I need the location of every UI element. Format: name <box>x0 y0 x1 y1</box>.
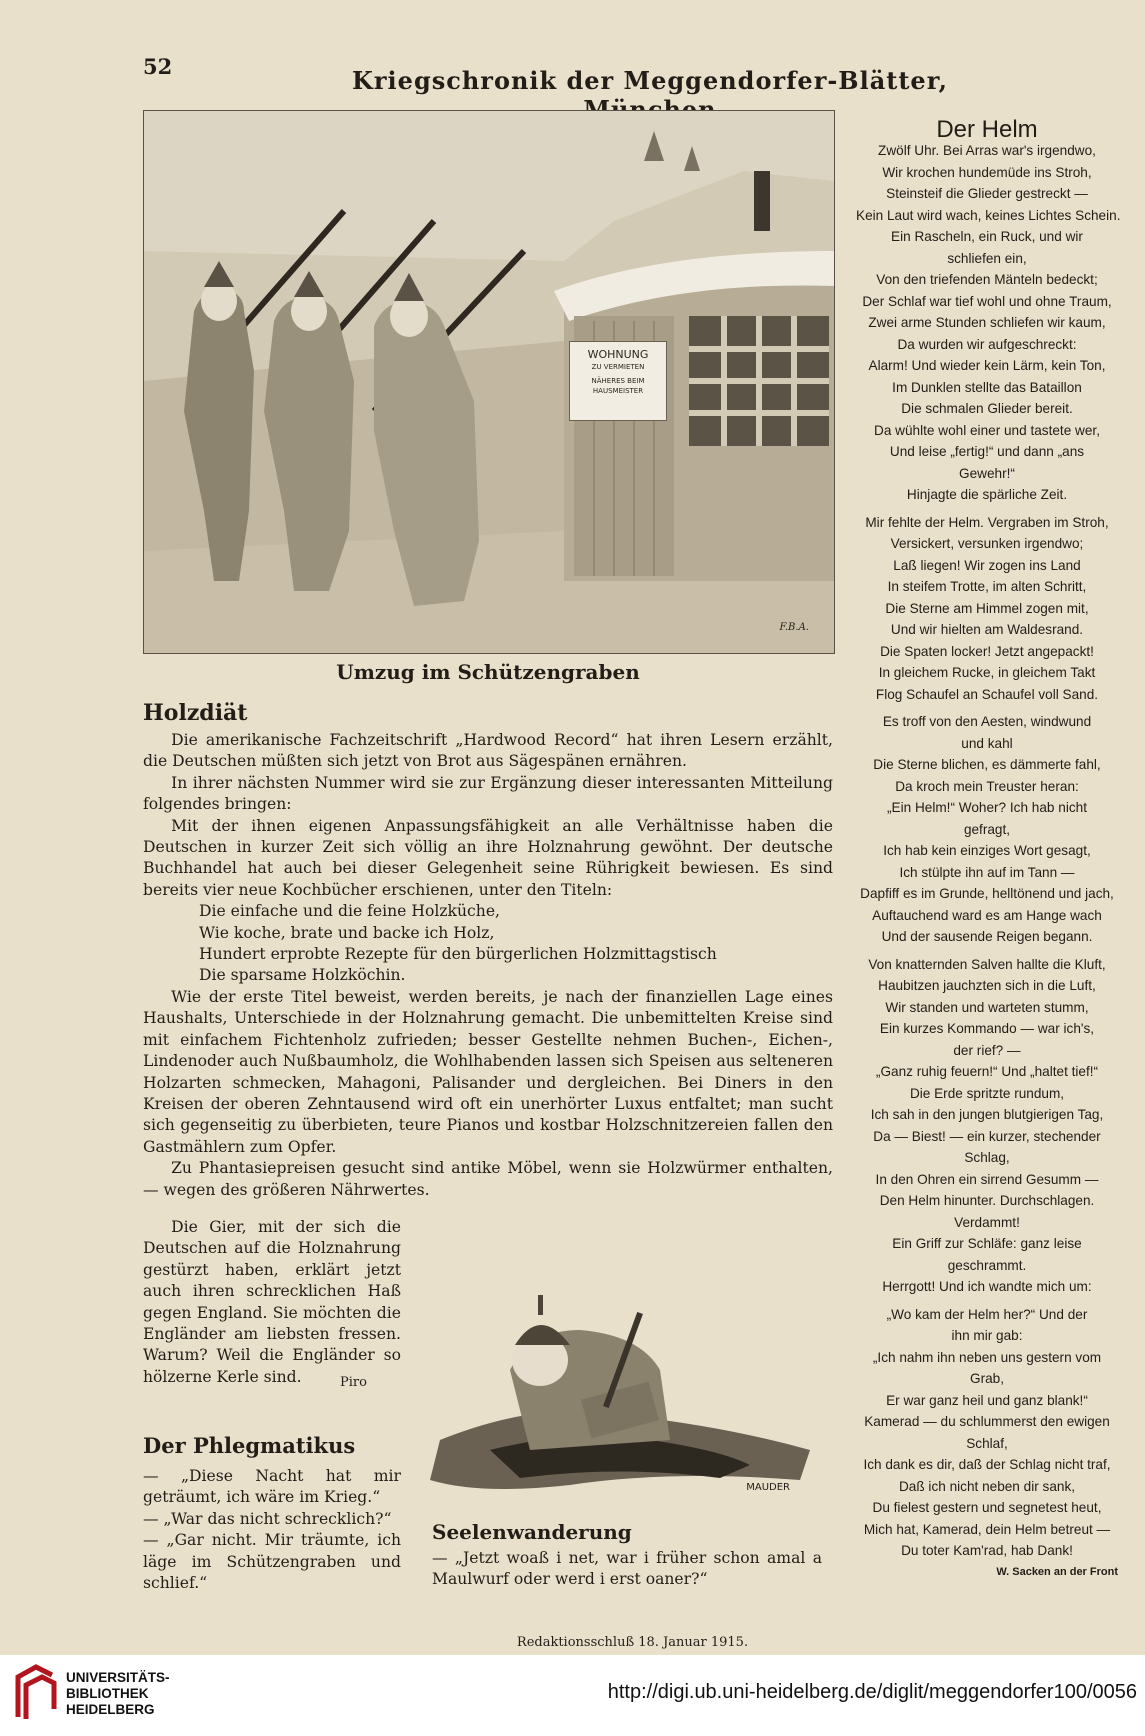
poem-line: Der Schlaf war tief wohl und ohne Traum, <box>862 293 1112 309</box>
room-for-rent-sign <box>569 341 667 421</box>
poem-line: Ein kurzes Kommando — war ich's, <box>879 1021 1095 1036</box>
dialogue-line: — „War das nicht schrecklich?“ <box>143 1509 392 1528</box>
poem-line: Zwölf Uhr. Bei Arras war's irgendwo, <box>878 143 1096 158</box>
poem-line: Flog Schaufel an Schaufel voll Sand. <box>875 686 1099 702</box>
poem-line: Er war ganz heil und ganz blank!“ <box>886 1392 1088 1408</box>
seelenwanderung-text <box>432 1548 822 1591</box>
poem-line: Haubitzen jauchzten sich in die Luft, <box>878 978 1096 993</box>
cookbook-title: Hundert erprobte Rezepte für den bürgerlichen Holzmittagstisch <box>199 945 717 964</box>
poem-line: Wir krochen hundemüde ins Stroh, <box>882 164 1092 180</box>
poem-line: In gleichem Rucke, in gleichem Takt <box>878 665 1096 680</box>
poem-line: Den Helm hinunter. Durchschlagen. <box>879 1193 1095 1208</box>
sign-line: NÄHERES BEIM <box>591 377 645 385</box>
top-illustration-caption: Umzug im Schützengraben <box>336 660 640 684</box>
poem-line: „Ein Helm!“ Woher? Ich hab nicht <box>887 800 1087 815</box>
poem-line: „Wo kam der Helm her?“ Und der <box>886 1306 1088 1322</box>
poem-line: Versickert, versunken irgendwo; <box>890 536 1084 551</box>
article-paragraph: In ihrer nächsten Nummer wird sie zur Ergänzung dieser interessanten Mitteilung folgendes bringen: <box>143 773 833 814</box>
cookbook-title: Die einfache und die feine Holzküche, <box>199 902 501 921</box>
phlegmatikus-title: Der Phlegmatikus <box>143 1433 356 1458</box>
poem-line: Von den triefenden Mänteln bedeckt; <box>876 272 1098 287</box>
poem-line: Die Erde spritzte rundum, <box>909 1085 1065 1101</box>
poem-line: ihn mir gab: <box>951 1328 1023 1343</box>
poem-line: Grab, <box>970 1371 1004 1386</box>
dialogue-line: — „Gar nicht. Mir träumte, ich läge im Schützengraben und schlief.“ <box>143 1531 401 1593</box>
dialogue-line: — „Diese Nacht hat mir geträumt, ich wäre im Krieg.“ <box>143 1467 401 1507</box>
poem-line: Alarm! Und wieder kein Lärm, kein Ton, <box>868 358 1106 373</box>
poem-line: Dapfiff es im Grunde, helltönend und jach, <box>860 886 1114 901</box>
poem-line: Auftauchend ward es am Hange wach <box>872 907 1102 923</box>
poem-line: Daß ich nicht neben dir sank, <box>898 1478 1076 1494</box>
sign-line: WOHNUNG <box>587 348 649 361</box>
poem-line: Die Sterne blichen, es dämmerte fahl, <box>873 757 1101 772</box>
library-name-line: BIBLIOTHEK <box>66 1686 149 1701</box>
poem-line: Gewehr!“ <box>959 465 1015 481</box>
poem-line: Laß liegen! Wir zogen ins Land <box>893 557 1081 573</box>
poem-line: Wir standen und warteten stumm, <box>885 999 1089 1015</box>
poem-line: Da — Biest! — ein kurzer, stechender <box>873 1128 1101 1144</box>
sign-line: HAUSMEISTER <box>592 387 644 395</box>
poem-line: Kamerad — du schlummerst den ewigen <box>864 1414 1110 1429</box>
poem-line: Mich hat, Kamerad, dein Helm betreut — <box>863 1521 1111 1537</box>
poem-line: Ich stülpte ihn auf im Tann — <box>899 864 1075 880</box>
poem-title: Der Helm <box>936 116 1038 143</box>
poem-line: Die schmalen Glieder bereit. <box>901 401 1073 416</box>
poem-line: Da wühlte wohl einer und tastete wer, <box>874 422 1100 438</box>
poem-line: „Ich nahm ihn neben uns gestern vom <box>872 1349 1102 1365</box>
source-url-link[interactable]: http://digi.ub.uni-heidelberg.de/diglit/meggendorfer100/0056 <box>607 1681 1137 1703</box>
poem-line: Hinjagte die spärliche Zeit. <box>906 487 1068 502</box>
poem-line: Mir fehlte der Helm. Vergraben im Stroh, <box>865 514 1109 530</box>
running-title: Kriegschronik der Meggendorfer-Blätter, <box>352 66 948 95</box>
poem-line: Die Sterne am Himmel zogen mit, <box>885 600 1089 616</box>
poem-line: geschrammt. <box>947 1257 1027 1273</box>
phlegmatikus-text <box>143 1466 401 1594</box>
holzdiaet-author: Piro <box>340 1375 367 1390</box>
artist-signature: MAUDER <box>746 1482 790 1493</box>
poem-line: Es troff von den Aesten, windwund <box>882 714 1092 729</box>
poem-line: Schlag, <box>964 1150 1010 1165</box>
poem-line: „Ganz ruhig feuern!“ Und „haltet tief!“ <box>875 1064 1099 1079</box>
poem-line: gefragt, <box>963 821 1011 837</box>
seelenwanderung-title: Seelenwanderung <box>432 1520 632 1544</box>
library-name <box>66 1670 170 1718</box>
poem-line: Ich sah in den jungen blutgierigen Tag, <box>870 1107 1104 1122</box>
poem-line: Und leise „fertig!“ und dann „ans <box>889 444 1085 459</box>
cookbook-title: Wie koche, brate und backe ich Holz, <box>199 923 495 942</box>
poem-line: Ein Rascheln, ein Ruck, und wir <box>891 229 1083 244</box>
poem-line: Von knatternden Salven hallte die Kluft, <box>868 956 1106 972</box>
soldier-digging-illustration <box>420 1250 820 1520</box>
poem-line: Da kroch mein Treuster heran: <box>895 778 1079 794</box>
editorial-deadline: Redaktionsschluß 18. Januar 1915. <box>516 1635 749 1650</box>
poem-author: W. Sacken an der Front <box>996 1565 1118 1578</box>
poem-line: Im Dunklen stellte das Bataillon <box>892 379 1082 395</box>
holzdiaet-article <box>143 730 833 1201</box>
poem-line: Kein Laut wird wach, keines Lichtes Schein. <box>856 207 1121 223</box>
dialogue-line: — „Jetzt woaß i net, war i früher schon amal a Maulwurf oder werd i erst oaner?“ <box>432 1549 822 1589</box>
article-paragraph: Die Gier, mit der sich die Deutschen auf die Holznahrung gestürzt haben, erklärt jetzt auch ihren schrecklichen Haß gegen England. Sie möchten die Engländer am liebsten fressen. Warum? Weil die Engländer so hölzerne Kerle sind. <box>143 1218 401 1386</box>
poem-line: Ich dank es dir, daß der Schlag nicht traf, <box>863 1457 1111 1472</box>
poem-line: In steifem Trotte, im alten Schritt, <box>887 579 1087 594</box>
poem-line: Du fielest gestern und segnetest heut, <box>872 1500 1102 1515</box>
page-number: 52 <box>143 54 173 79</box>
article-paragraph: Die amerikanische Fachzeitschrift „Hardwood Record“ hat ihren Lesern erzählt, die Deutschen müßten sich jetzt von Brot aus Sägespänen ernähren. <box>143 731 833 771</box>
article-paragraph: Zu Phantasiepreisen gesucht sind antike Möbel, wenn sie Holzwürmer enthalten, — wegen des größeren Nährwertes. <box>143 1159 833 1199</box>
poem-line: schliefen ein, <box>947 250 1027 266</box>
poem-line: Schlaf, <box>966 1435 1008 1451</box>
cookbook-title: Die sparsame Holzköchin. <box>199 966 406 985</box>
poem-line: In den Ohren ein sirrend Gesumm — <box>875 1171 1099 1187</box>
trench-move-illustration <box>143 110 835 654</box>
artist-signature: F.B.A. <box>779 622 809 633</box>
poem-line: Und der sausende Reigen begann. <box>881 929 1093 944</box>
poem-line: Da wurden wir aufgeschreckt: <box>897 336 1077 352</box>
poem-line: Die Spaten locker! Jetzt angepackt! <box>880 643 1094 659</box>
poem-line: der rief? — <box>953 1042 1021 1058</box>
library-footer <box>0 1655 1145 1736</box>
poem-line: Ein Griff zur Schläfe: ganz leise <box>892 1236 1082 1251</box>
poem-line: Steinsteif die Glieder gestreckt — <box>886 186 1088 201</box>
poem-der-helm <box>856 140 1121 1583</box>
poem-line: Zwei arme Stunden schliefen wir kaum, <box>868 315 1106 330</box>
holzdiaet-title: Holzdiät <box>143 700 248 726</box>
poem-line: und kahl <box>961 735 1013 751</box>
poem-line: Und wir hielten am Waldesrand. <box>890 622 1084 637</box>
library-logo-icon <box>12 1663 58 1723</box>
poem-line: Ich hab kein einziges Wort gesagt, <box>883 843 1091 858</box>
library-name-line: UNIVERSITÄTS- <box>66 1670 170 1685</box>
poem-line: Du toter Kam'rad, hab Dank! <box>901 1543 1073 1558</box>
article-paragraph: Wie der erste Titel beweist, werden bereits, je nach der finanziellen Lage eines Haushalts, Unterschiede in der Holznahrung gemacht. Die unbemittelten Kreise sind mit einfachem Fichtenholz zufrieden; besser Gestellte nehmen Buchen-, Eichen-, Lindenoder auch Nußbaumholz, die Wohlhabenden lassen sich Speisen aus selteneren Holzarten schmecken, Mahagoni, Palisander und dergleichen. Bei Diners in den Kreisen der oberen Zehntausend wird oft ein unerhörter Luxus entfaltet; man sucht sich gegenseitig zu überbieten, teure Pianos und kostbar Holzschnitzereien fallen den Gastmählern zum Opfer. <box>143 987 833 1156</box>
article-paragraph: Mit der ihnen eigenen Anpassungsfähigkeit an alle Verhältnisse haben die Deutschen in kurzer Zeit sich völlig an ihre Holznahrung gewöhnt. Der deutsche Buchhandel hat auch bei dieser Gelegenheit seine Rührigkeit bewiesen. Es sind bereits vier neue Kochbücher erschienen, unter den Titeln: <box>143 816 833 899</box>
holzdiaet-closing <box>143 1217 401 1388</box>
library-name-line: HEIDELBERG <box>66 1702 155 1717</box>
poem-line: Verdammt! <box>954 1214 1020 1230</box>
poem-line: Herrgott! Und ich wandte mich um: <box>882 1279 1092 1294</box>
sign-line: ZU VERMIETEN <box>591 363 645 371</box>
